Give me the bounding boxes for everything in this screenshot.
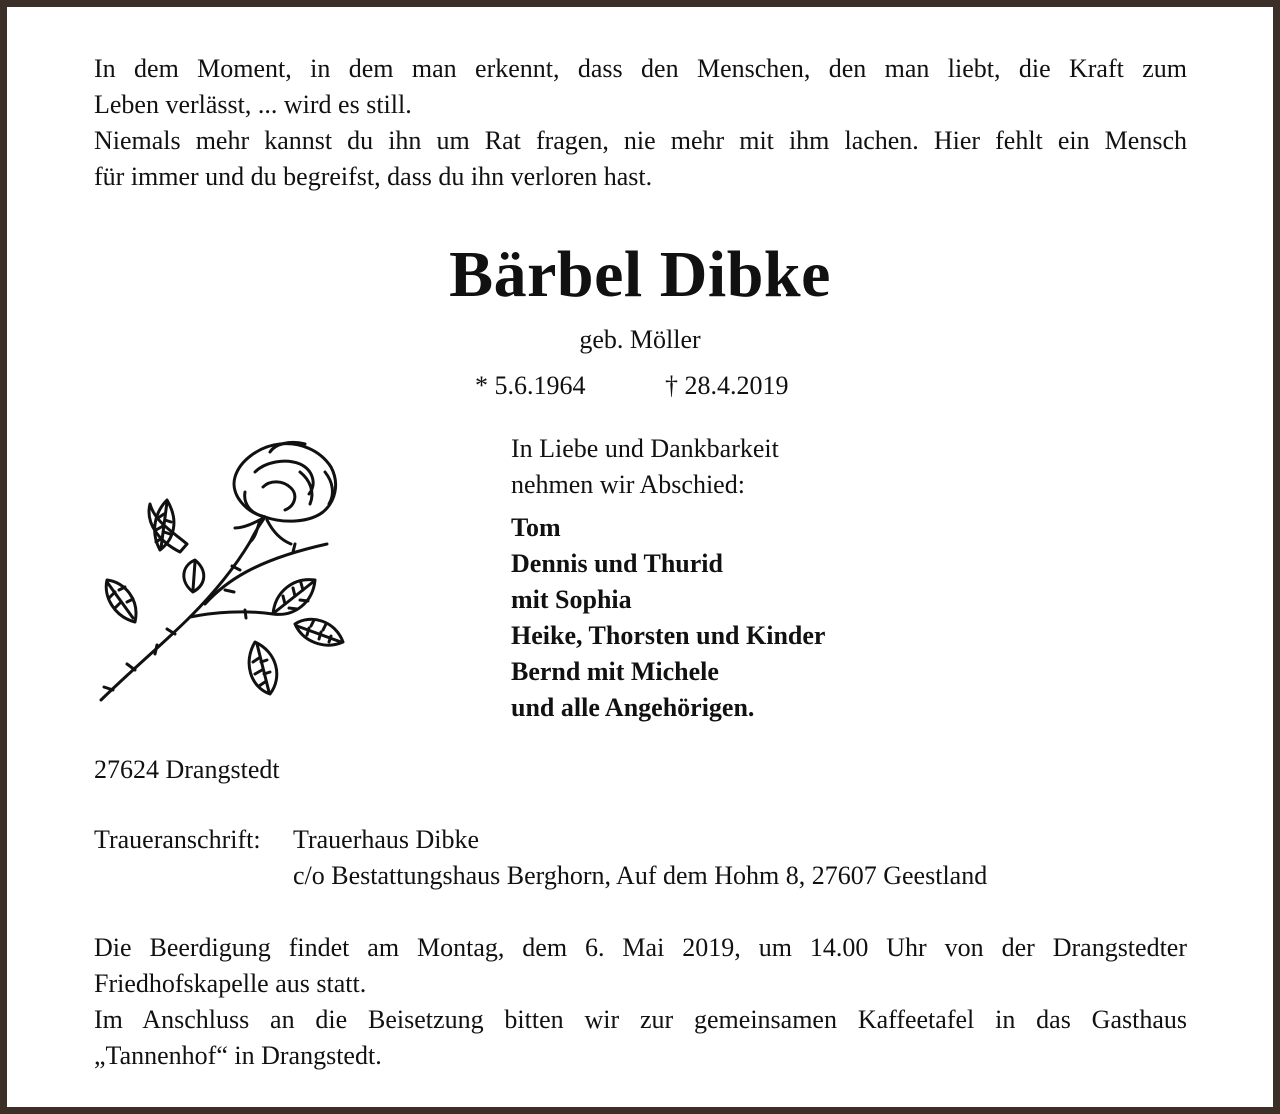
funeral-paragraph-2: [94, 1002, 1187, 1038]
funeral-p2-line1: Im Anschluss an die Beisetzung bitten wir zur gemeinsamen Kaffeetafel in das Gasthaus: [94, 1005, 1187, 1034]
death-date: † 28.4.2019: [665, 371, 789, 400]
intro-paragraph-2: [94, 123, 1187, 159]
intro-p1-line2: Leben verlässt, ... wird es still.: [94, 90, 412, 119]
address-line2: c/o Bestattungshaus Berghorn, Auf dem Hohm 8, 27607 Geestland: [293, 861, 988, 890]
mourner-3: mit Sophia: [511, 585, 632, 614]
birth-date: * 5.6.1964: [475, 371, 586, 400]
mourner-6: und alle Angehörigen.: [511, 693, 755, 722]
mourner-5: Bernd mit Michele: [511, 657, 719, 686]
funeral-paragraph-1: [94, 930, 1187, 966]
address-line1: Trauerhaus Dibke: [293, 825, 480, 854]
intro-paragraph-1: [94, 51, 1187, 87]
funeral-p1-line1: Die Beerdigung findet am Montag, dem 6. Mai 2019, um 14.00 Uhr von der Drangstedter: [94, 933, 1187, 962]
maiden-name: geb. Möller: [579, 325, 701, 354]
place: 27624 Drangstedt: [94, 755, 280, 784]
mourner-2: Dennis und Thurid: [511, 549, 723, 578]
farewell-line2: nehmen wir Abschied:: [511, 470, 745, 499]
rose-icon: [95, 432, 345, 707]
farewell-line1: In Liebe und Dankbarkeit: [511, 434, 779, 463]
mourner-4: Heike, Thorsten und Kinder: [511, 621, 826, 650]
intro-p2-line1: Niemals mehr kannst du ihn um Rat fragen, nie mehr mit ihm lachen. Hier fehlt ein Mensch: [94, 126, 1187, 155]
intro-p1-line1: In dem Moment, in dem man erkennt, dass den Menschen, den man liebt, die Kraft zum: [94, 54, 1187, 83]
funeral-p2-line2: „Tannenhof“ in Drangstedt.: [94, 1041, 382, 1070]
deceased-name: Bärbel Dibke: [449, 238, 831, 311]
funeral-p1-line2: Friedhofskapelle aus statt.: [94, 969, 367, 998]
intro-p2-line2: für immer und du begreifst, dass du ihn verloren hast.: [94, 162, 653, 191]
mourner-1: Tom: [511, 513, 561, 542]
address-label: Traueranschrift:: [94, 825, 261, 854]
